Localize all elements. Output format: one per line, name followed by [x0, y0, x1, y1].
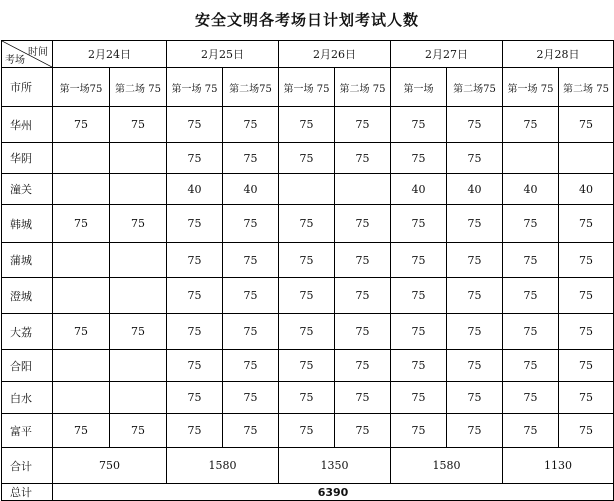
- table-cell: 75: [53, 314, 110, 350]
- table-cell: 75: [167, 107, 223, 143]
- table-cell: 75: [167, 143, 223, 174]
- table-cell: 75: [223, 314, 279, 350]
- table-cell: 75: [447, 243, 503, 278]
- subtotal-cell: 1580: [391, 448, 503, 484]
- table-cell: 75: [447, 107, 503, 143]
- exam-schedule-table: [1, 40, 614, 501]
- table-cell: [335, 174, 391, 205]
- table-cell: 40: [503, 174, 559, 205]
- table-cell: 75: [167, 314, 223, 350]
- table-cell: [53, 174, 110, 205]
- table-row: [2, 174, 614, 205]
- table-cell: 75: [335, 314, 391, 350]
- table-cell: 75: [391, 414, 447, 448]
- table-cell: [53, 143, 110, 174]
- table-cell: 75: [559, 382, 614, 414]
- session-header: 第一场: [391, 68, 447, 107]
- table-row: [2, 243, 614, 278]
- table-row: [2, 314, 614, 350]
- table-cell: 75: [559, 414, 614, 448]
- table-cell: 75: [447, 205, 503, 243]
- table-cell: 75: [223, 350, 279, 382]
- table-cell: [279, 174, 335, 205]
- corner-time-label: 时间: [28, 47, 48, 58]
- session-header: 第一场75: [53, 68, 110, 107]
- table-cell: 75: [447, 278, 503, 314]
- table-cell: 75: [167, 382, 223, 414]
- city-name: 大荔: [2, 314, 53, 350]
- table-cell: 75: [335, 143, 391, 174]
- table-cell: 40: [223, 174, 279, 205]
- table-cell: 75: [335, 382, 391, 414]
- corner-venue-label: 考场: [5, 55, 25, 66]
- table-cell: 75: [53, 205, 110, 243]
- table-cell: 75: [335, 350, 391, 382]
- corner-header-cell: [2, 41, 53, 68]
- subtotal-cell: 1130: [503, 448, 614, 484]
- subtotal-cell: 750: [53, 448, 167, 484]
- table-cell: 75: [223, 414, 279, 448]
- table-cell: 75: [279, 350, 335, 382]
- session-header: 第一场 75: [279, 68, 335, 107]
- table-cell: 75: [167, 243, 223, 278]
- city-name: 白水: [2, 382, 53, 414]
- table-cell: 75: [167, 350, 223, 382]
- table-cell: 75: [335, 107, 391, 143]
- date-header: 2月24日: [53, 41, 167, 68]
- table-cell: [53, 382, 110, 414]
- table-cell: 75: [279, 382, 335, 414]
- table-cell: 75: [447, 350, 503, 382]
- table-cell: 75: [559, 278, 614, 314]
- table-cell: 75: [110, 314, 167, 350]
- table-cell: [110, 143, 167, 174]
- table-cell: 75: [167, 414, 223, 448]
- table-cell: [53, 243, 110, 278]
- date-header: 2月28日: [503, 41, 614, 68]
- city-name: 蒲城: [2, 243, 53, 278]
- table-cell: 75: [279, 143, 335, 174]
- subtotal-label: 合计: [2, 448, 53, 484]
- city-name: 韩城: [2, 205, 53, 243]
- table-cell: 75: [391, 314, 447, 350]
- table-cell: 40: [447, 174, 503, 205]
- table-cell: [110, 350, 167, 382]
- table-cell: 75: [503, 278, 559, 314]
- table-cell: 75: [447, 314, 503, 350]
- table-cell: 40: [559, 174, 614, 205]
- table-cell: [110, 174, 167, 205]
- table-cell: 75: [447, 414, 503, 448]
- table-cell: 75: [447, 382, 503, 414]
- table-cell: 75: [503, 314, 559, 350]
- table-cell: 75: [167, 278, 223, 314]
- date-header: 2月27日: [391, 41, 503, 68]
- table-cell: [110, 382, 167, 414]
- table-row: [2, 205, 614, 243]
- table-cell: 75: [559, 350, 614, 382]
- session-header: 第二场 75: [559, 68, 614, 107]
- city-column-header: 市所: [2, 68, 53, 107]
- table-row: [2, 278, 614, 314]
- table-cell: 75: [223, 107, 279, 143]
- table-cell: [53, 278, 110, 314]
- table-cell: 75: [223, 382, 279, 414]
- session-header: 第一场 75: [503, 68, 559, 107]
- session-header: 第一场 75: [167, 68, 223, 107]
- table-cell: 75: [279, 107, 335, 143]
- table-cell: 75: [503, 243, 559, 278]
- session-header: 第二场75: [223, 68, 279, 107]
- table-cell: 40: [391, 174, 447, 205]
- table-cell: 75: [391, 278, 447, 314]
- table-cell: 75: [110, 107, 167, 143]
- table-cell: 75: [335, 205, 391, 243]
- total-label: 总计: [2, 484, 53, 501]
- date-header: 2月25日: [167, 41, 279, 68]
- table-cell: 75: [391, 350, 447, 382]
- table-cell: 75: [53, 414, 110, 448]
- table-cell: 75: [503, 350, 559, 382]
- table-cell: 75: [279, 278, 335, 314]
- table-cell: 75: [503, 414, 559, 448]
- city-name: 华州: [2, 107, 53, 143]
- session-header: 第二场75: [447, 68, 503, 107]
- table-cell: 75: [223, 143, 279, 174]
- table-cell: 75: [335, 243, 391, 278]
- table-cell: 75: [279, 243, 335, 278]
- table-cell: 75: [559, 205, 614, 243]
- table-cell: 75: [53, 107, 110, 143]
- table-row: [2, 382, 614, 414]
- city-name: 澄城: [2, 278, 53, 314]
- subtotal-cell: 1580: [167, 448, 279, 484]
- city-name: 合阳: [2, 350, 53, 382]
- table-cell: 75: [391, 107, 447, 143]
- table-cell: [559, 143, 614, 174]
- table-row: [2, 143, 614, 174]
- total-row: [2, 484, 614, 501]
- table-cell: [53, 350, 110, 382]
- table-cell: [110, 243, 167, 278]
- total-value: 6390: [53, 484, 614, 501]
- table-cell: 75: [391, 143, 447, 174]
- city-name: 潼关: [2, 174, 53, 205]
- table-cell: 75: [223, 205, 279, 243]
- session-header: 第二场 75: [335, 68, 391, 107]
- table-cell: 75: [447, 143, 503, 174]
- table-cell: 75: [223, 278, 279, 314]
- date-header-row: [2, 41, 614, 68]
- table-cell: 75: [335, 278, 391, 314]
- table-cell: [110, 278, 167, 314]
- table-cell: 75: [559, 107, 614, 143]
- table-cell: 75: [167, 205, 223, 243]
- table-cell: 75: [335, 414, 391, 448]
- sheet-title: 安全文明各考场日计划考试人数: [194, 11, 419, 29]
- session-header-row: [2, 68, 614, 107]
- table-row: [2, 107, 614, 143]
- table-cell: 75: [279, 414, 335, 448]
- table-cell: 75: [391, 382, 447, 414]
- table-cell: 75: [503, 205, 559, 243]
- table-cell: 75: [391, 243, 447, 278]
- table-cell: 75: [559, 243, 614, 278]
- subtotal-row: [2, 448, 614, 484]
- table-cell: 40: [167, 174, 223, 205]
- table-row: [2, 350, 614, 382]
- table-row: [2, 414, 614, 448]
- subtotal-cell: 1350: [279, 448, 391, 484]
- table-cell: [503, 143, 559, 174]
- table-cell: 75: [279, 314, 335, 350]
- table-cell: 75: [391, 205, 447, 243]
- table-cell: 75: [503, 107, 559, 143]
- city-name: 富平: [2, 414, 53, 448]
- city-name: 华阴: [2, 143, 53, 174]
- date-header: 2月26日: [279, 41, 391, 68]
- table-cell: 75: [503, 382, 559, 414]
- table-cell: 75: [223, 243, 279, 278]
- table-cell: 75: [559, 314, 614, 350]
- session-header: 第二场 75: [110, 68, 167, 107]
- table-cell: 75: [110, 205, 167, 243]
- table-cell: 75: [110, 414, 167, 448]
- table-cell: 75: [279, 205, 335, 243]
